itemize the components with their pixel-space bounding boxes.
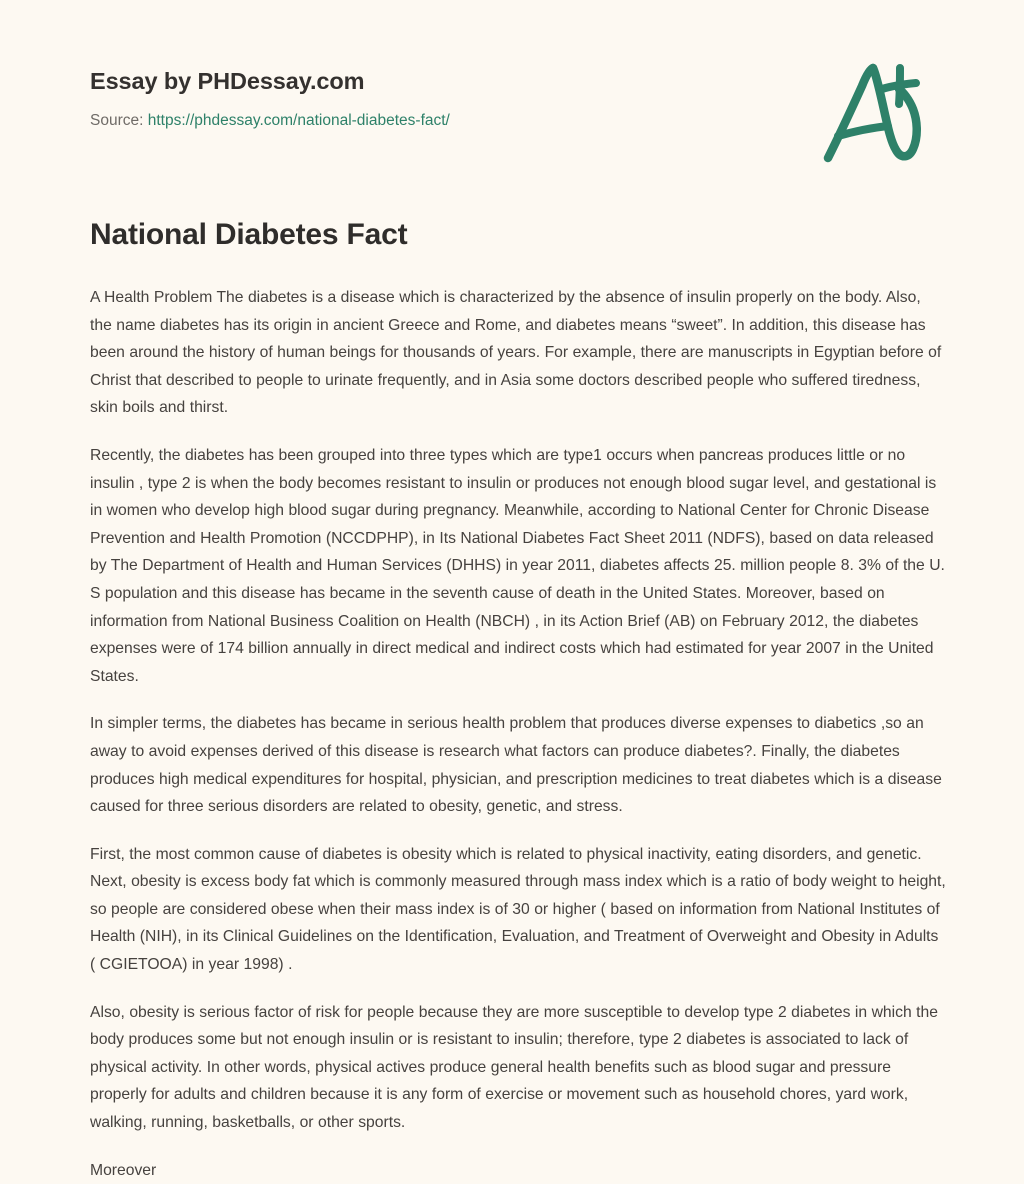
a-plus-logo-icon <box>812 52 932 174</box>
article <box>90 216 946 1184</box>
paragraph: In simpler terms, the diabetes has became in serious health problem that produces diverse expenses to diabetics ,so an away to avoid expenses derived of this disease is research what factors can produce diabetes?. Finally, the diabetes produces high medical expenditures for hospital, physician, and prescription medicines to treat diabetes which is a disease caused for three serious disorders are related to obesity, genetic, and stress. <box>90 715 942 816</box>
paragraph: Recently, the diabetes has been grouped into three types which are type1 occurs when pancreas produces little or no insulin , type 2 is when the body becomes resistant to insulin or produces not enough blood sugar level, and gestational is in women who develop high blood sugar during pregnancy. Meanwhile, according to National Center for Chronic Disease Prevention and Health Promotion (NCCDPHP), in Its National Diabetes Fact Sheet 2011 (NDFS), based on data released by The Department of Health and Human Services (DHHS) in year 2011, diabetes affects 25. million people 8. 3% of the U. S population and this disease has became in the seventh cause of death in the United States. Moreover, based on information from National Business Coalition on Health (NBCH) , in its Action Brief (AB) on February 2012, the diabetes expenses were of 174 billion annually in direct medical and indirect costs which had estimated for year 2007 in the United States. <box>90 446 945 685</box>
article-body <box>90 284 946 1184</box>
source-label: Source: <box>90 112 144 129</box>
source-url-link[interactable]: https://phdessay.com/national-diabetes-fact/ <box>147 112 450 129</box>
page-title: National Diabetes Fact <box>90 218 408 251</box>
paragraph: First, the most common cause of diabetes is obesity which is related to physical inactivity, eating disorders, and genetic. Next, obesity is excess body fat which is commonly measured through mass index which is a ratio of body weight to height, so people are considered obese when their mass index is of 30 or higher ( based on information from National Institutes of Health (NIH), in its Clinical Guidelines on the Identification, Evaluation, and Treatment of Overweight and Obesity in Adults ( CGIETOOA) in year 1998) . <box>90 845 946 974</box>
page-header <box>0 0 1024 190</box>
paragraph: A Health Problem The diabetes is a disease which is characterized by the absence of insulin properly on the body. Also, the name diabetes has its origin in ancient Greece and Rome, and diabetes means “sweet”. In addition, this disease has been around the history of human beings for thousands of years. For example, there are manuscripts in Egyptian before of Christ that described to people to urinate frequently, and in Asia some doctors described people who suffered tiredness, skin boils and thirst. <box>90 289 942 417</box>
paragraph: Also, obesity is serious factor of risk for people because they are more susceptible to develop type 2 diabetes in which the body produces some but not enough insulin or is resistant to insulin; therefore, type 2 diabetes is associated to lack of physical activity. In other words, physical actives produce general health benefits such as blood sugar and pressure properly for adults and children because it is any form of exercise or movement such as household chores, yard work, walking, running, basketballs, or other sports. <box>90 1003 938 1132</box>
brand-title: Essay by PHDessay.com <box>90 68 365 94</box>
brand-block <box>90 66 450 131</box>
source-line <box>90 111 450 131</box>
paragraph: Moreover <box>90 1161 157 1179</box>
